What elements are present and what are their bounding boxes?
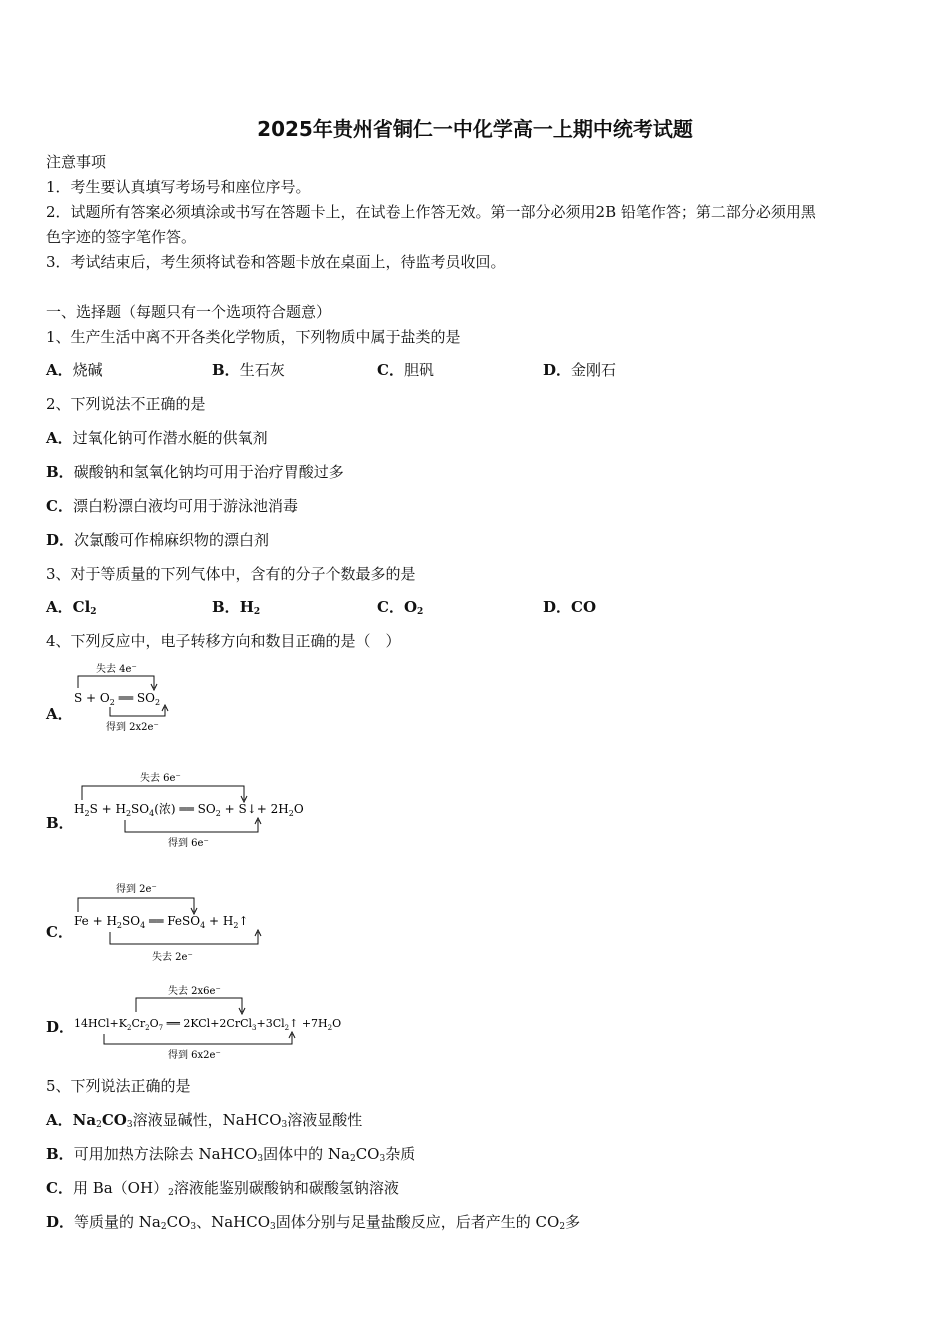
q5-a-s3: 3 [281, 1120, 288, 1130]
q2-option-c-text: 漂白粉漂白液均可用于游泳池消毒 [72, 497, 298, 515]
q1-stem: 1、生产生活中离不开各类化学物质，下列物质中属于盐类的是 [46, 328, 461, 346]
q4-b-eq-4-sub: 2 [215, 809, 221, 818]
q4-option-b-label: B． [46, 814, 74, 832]
q4-d-eq-1: 14HCl+K [74, 1017, 127, 1030]
q5-stem: 5、下列说法正确的是 [46, 1077, 191, 1095]
q5-d-4: 固体分别与足量盐酸反应，后者产生的 CO [275, 1213, 560, 1231]
q4-d-top-arrow [136, 998, 242, 1012]
q4-b-top-label: 失去 6e⁻ [140, 773, 181, 784]
q2-option-b [46, 462, 344, 482]
q4-c-top-arrow [78, 898, 194, 912]
page-title: 2025年贵州省铜仁一中化学高一上期中统考试题 [257, 117, 693, 141]
q4-c-bottom-label: 失去 2e⁻ [152, 952, 193, 963]
q5-d-s3: 3 [270, 1222, 276, 1232]
q3-option-b-label: B． [212, 598, 240, 616]
q5-a-4: 溶液显酸性 [287, 1111, 363, 1129]
q4-b-eq-3-sub: 4 [149, 809, 155, 818]
q4-b-eq-1-sub: 2 [84, 809, 90, 818]
q4-d-eq-3: O [149, 1017, 159, 1030]
q4-a-eq-1-sub: 2 [109, 698, 115, 707]
q3-option-b-text: H [239, 598, 254, 616]
q4-a-equation [74, 691, 160, 707]
q5-a-1: Na [72, 1111, 97, 1129]
q1-option-c [377, 360, 434, 380]
q5-d-s4: 2 [559, 1222, 566, 1232]
q4-d-eq-6-sub: 2 [327, 1024, 333, 1032]
q4-option-a-diagram [70, 660, 190, 740]
q1-option-c-text: 胆矾 [403, 361, 434, 379]
q2-option-b-text: 碳酸钠和氢氧化钠均可用于治疗胃酸过多 [73, 463, 344, 481]
q5-d-1: 等质量的 Na [74, 1213, 161, 1231]
q2-option-c [46, 496, 298, 516]
q4-b-eq-1: H [74, 802, 85, 816]
notice-heading: 注意事项 [46, 153, 107, 171]
q2-option-d-label: D． [46, 531, 75, 549]
q4-option-b-diagram [70, 768, 320, 854]
q3-option-b-sub: 2 [253, 607, 261, 617]
q4-b-bottom-arrow [125, 820, 258, 832]
notice-item-2-cont: 色字迹的签字笔作答。 [46, 228, 197, 246]
q4-c-eq-1: Fe + H [74, 914, 117, 928]
q3-option-a-label: A． [46, 598, 73, 616]
q5-c-1: 用 Ba（OH） [72, 1179, 169, 1197]
q3-option-d-text: CO [571, 598, 597, 616]
q4-c-eq-3: ══ FeSO [145, 914, 201, 928]
q3-option-b [212, 597, 260, 622]
q4-option-c-label: C． [46, 923, 73, 941]
q5-a-s2: 3 [126, 1120, 133, 1130]
q5-b-3: CO [355, 1145, 380, 1163]
q3-option-a-text: Cl [72, 598, 91, 616]
q5-b-s1: 3 [257, 1154, 264, 1164]
q2-stem: 2、下列说法不正确的是 [46, 395, 206, 413]
q4-b-eq-2-sub: 2 [125, 809, 132, 818]
q4-c-equation [74, 914, 249, 930]
q5-option-a [46, 1110, 362, 1135]
q4-c-bottom-arrow [110, 932, 258, 944]
notice-item-2: 2．试题所有答案必须填涂或书写在答题卡上，在试卷上作答无效。第一部分必须用2B 铅笔作答；第二部分必须用黑 [46, 203, 816, 221]
q5-a-3: 溶液显碱性，NaHCO [132, 1111, 282, 1129]
q4-a-bottom-label: 得到 2x2e⁻ [106, 722, 159, 733]
q4-a-top-label: 失去 4e⁻ [96, 664, 137, 675]
q4-c-eq-1-sub: 2 [116, 921, 123, 930]
q4-d-eq-1-sub: 2 [126, 1024, 132, 1032]
q5-d-s2: 3 [190, 1222, 197, 1232]
q4-b-top-arrow [82, 786, 244, 800]
q4-stem: 4、下列反应中，电子转移方向和数目正确的是（ ） [46, 632, 401, 650]
q4-d-top-label: 失去 2x6e⁻ [168, 986, 221, 997]
q1-option-b-label: B． [212, 361, 240, 379]
q2-option-a-text: 过氧化钠可作潜水艇的供氧剂 [72, 429, 268, 447]
q4-b-eq-2: S + H [89, 802, 126, 816]
q2-option-a [46, 428, 268, 448]
q4-c-eq-3-sub: 4 [200, 921, 206, 930]
q1-option-d-text: 金刚石 [571, 361, 617, 379]
q4-b-eq-3: SO [131, 802, 150, 816]
q4-a-top-arrow [78, 676, 154, 688]
q4-d-bottom-arrow [104, 1034, 292, 1044]
q4-d-eq-2: Cr [131, 1017, 146, 1030]
q3-option-c-label: C． [377, 598, 404, 616]
q3-option-a-sub: 2 [90, 607, 97, 617]
q5-b-4: 杂质 [385, 1145, 416, 1163]
section-heading: 一、选择题（每题只有一个选项符合题意） [46, 303, 332, 321]
q3-stem: 3、对于等质量的下列气体中，含有的分子个数最多的是 [46, 565, 416, 583]
q4-option-d-diagram [70, 982, 370, 1062]
q2-option-d [46, 530, 269, 550]
q4-d-eq-7: O [332, 1017, 342, 1030]
q1-option-d-label: D． [543, 361, 572, 379]
q4-b-eq-6: O [293, 802, 304, 816]
q5-b-1: 可用加热方法除去 NaHCO [73, 1145, 258, 1163]
q4-d-eq-4: ══ 2KCl+2CrCl [163, 1017, 253, 1030]
q4-b-eq-4: (浓) ══ SO [154, 802, 216, 816]
q5-b-2: 固体中的 Na [263, 1145, 350, 1163]
q1-option-c-label: C． [377, 361, 404, 379]
q3-option-c [377, 597, 423, 622]
q5-a-s1: 2 [96, 1120, 102, 1130]
q4-d-eq-4-sub: 3 [252, 1024, 257, 1032]
q5-d-s1: 2 [160, 1222, 167, 1232]
q5-option-b [46, 1144, 415, 1169]
q4-d-eq-6: ↑ +7H [289, 1017, 328, 1030]
q4-c-top-label: 得到 2e⁻ [116, 884, 157, 895]
q4-c-eq-2-sub: 4 [140, 921, 146, 930]
q1-option-a [46, 360, 103, 380]
q3-option-d [543, 597, 596, 617]
q4-option-a-label: A． [46, 705, 73, 723]
q5-d-5: 多 [565, 1213, 581, 1231]
q2-option-d-text: 次氯酸可作棉麻织物的漂白剂 [74, 531, 270, 549]
q1-option-a-text: 烧碱 [72, 361, 103, 379]
q4-d-eq-5-sub: 2 [284, 1024, 290, 1032]
q4-c-eq-5: ↑ [238, 914, 249, 928]
notice-item-3: 3．考试结束后，考生须将试卷和答题卡放在桌面上，待监考员收回。 [46, 253, 506, 271]
q4-c-eq-4-sub: 2 [233, 921, 239, 930]
q5-option-d-label: D． [46, 1213, 75, 1231]
q3-option-c-sub: 2 [417, 607, 424, 617]
q4-d-eq-3-sub: 7 [158, 1024, 164, 1032]
q5-option-c-label: C． [46, 1179, 73, 1197]
q5-option-a-label: A． [46, 1111, 73, 1129]
q5-option-d [46, 1212, 580, 1237]
q4-b-bottom-label: 得到 6e⁻ [168, 838, 209, 849]
notice-item-1: 1．考生要认真填写考场号和座位序号。 [46, 178, 311, 196]
q2-option-b-label: B． [46, 463, 74, 481]
q4-option-d-label: D． [46, 1018, 75, 1036]
q5-d-2: CO [166, 1213, 191, 1231]
q1-option-b-text: 生石灰 [239, 361, 285, 379]
q4-c-eq-2: SO [122, 914, 141, 928]
q4-a-bottom-arrow [110, 707, 165, 716]
q4-d-eq-2-sub: 2 [145, 1024, 150, 1032]
q5-b-s3: 3 [379, 1154, 386, 1164]
q5-c-s1: 2 [168, 1188, 174, 1198]
q3-option-d-label: D． [543, 598, 572, 616]
q5-c-2: 溶液能鉴别碳酸钠和碳酸氢钠溶液 [173, 1179, 399, 1197]
q1-option-d [543, 360, 616, 380]
q1-option-a-label: A． [46, 361, 73, 379]
q4-b-eq-5-sub: 2 [288, 809, 294, 818]
q4-c-eq-4: + H [205, 914, 234, 928]
q5-option-c [46, 1178, 399, 1203]
q1-option-b [212, 360, 285, 380]
q4-b-eq-5: + S↓+ 2H [220, 802, 289, 816]
q4-d-eq-5: +3Cl [256, 1017, 285, 1030]
q5-option-b-label: B． [46, 1145, 74, 1163]
q4-a-eq-2-sub: 2 [154, 698, 161, 707]
q4-d-equation [74, 1017, 341, 1032]
q2-option-a-label: A． [46, 429, 73, 447]
q4-d-bottom-label: 得到 6x2e⁻ [168, 1050, 221, 1061]
q3-option-c-text: O [403, 598, 418, 616]
q5-b-s2: 2 [349, 1154, 356, 1164]
q5-d-3: 、NaHCO [196, 1213, 271, 1231]
q4-a-eq-1: S + O [74, 691, 110, 705]
q3-option-a [46, 597, 97, 622]
q5-a-2: CO [101, 1111, 127, 1129]
q4-a-eq-2: ══ SO [114, 691, 155, 705]
q4-b-equation [74, 802, 304, 818]
q4-option-c-diagram [70, 876, 290, 968]
q2-option-c-label: C． [46, 497, 73, 515]
